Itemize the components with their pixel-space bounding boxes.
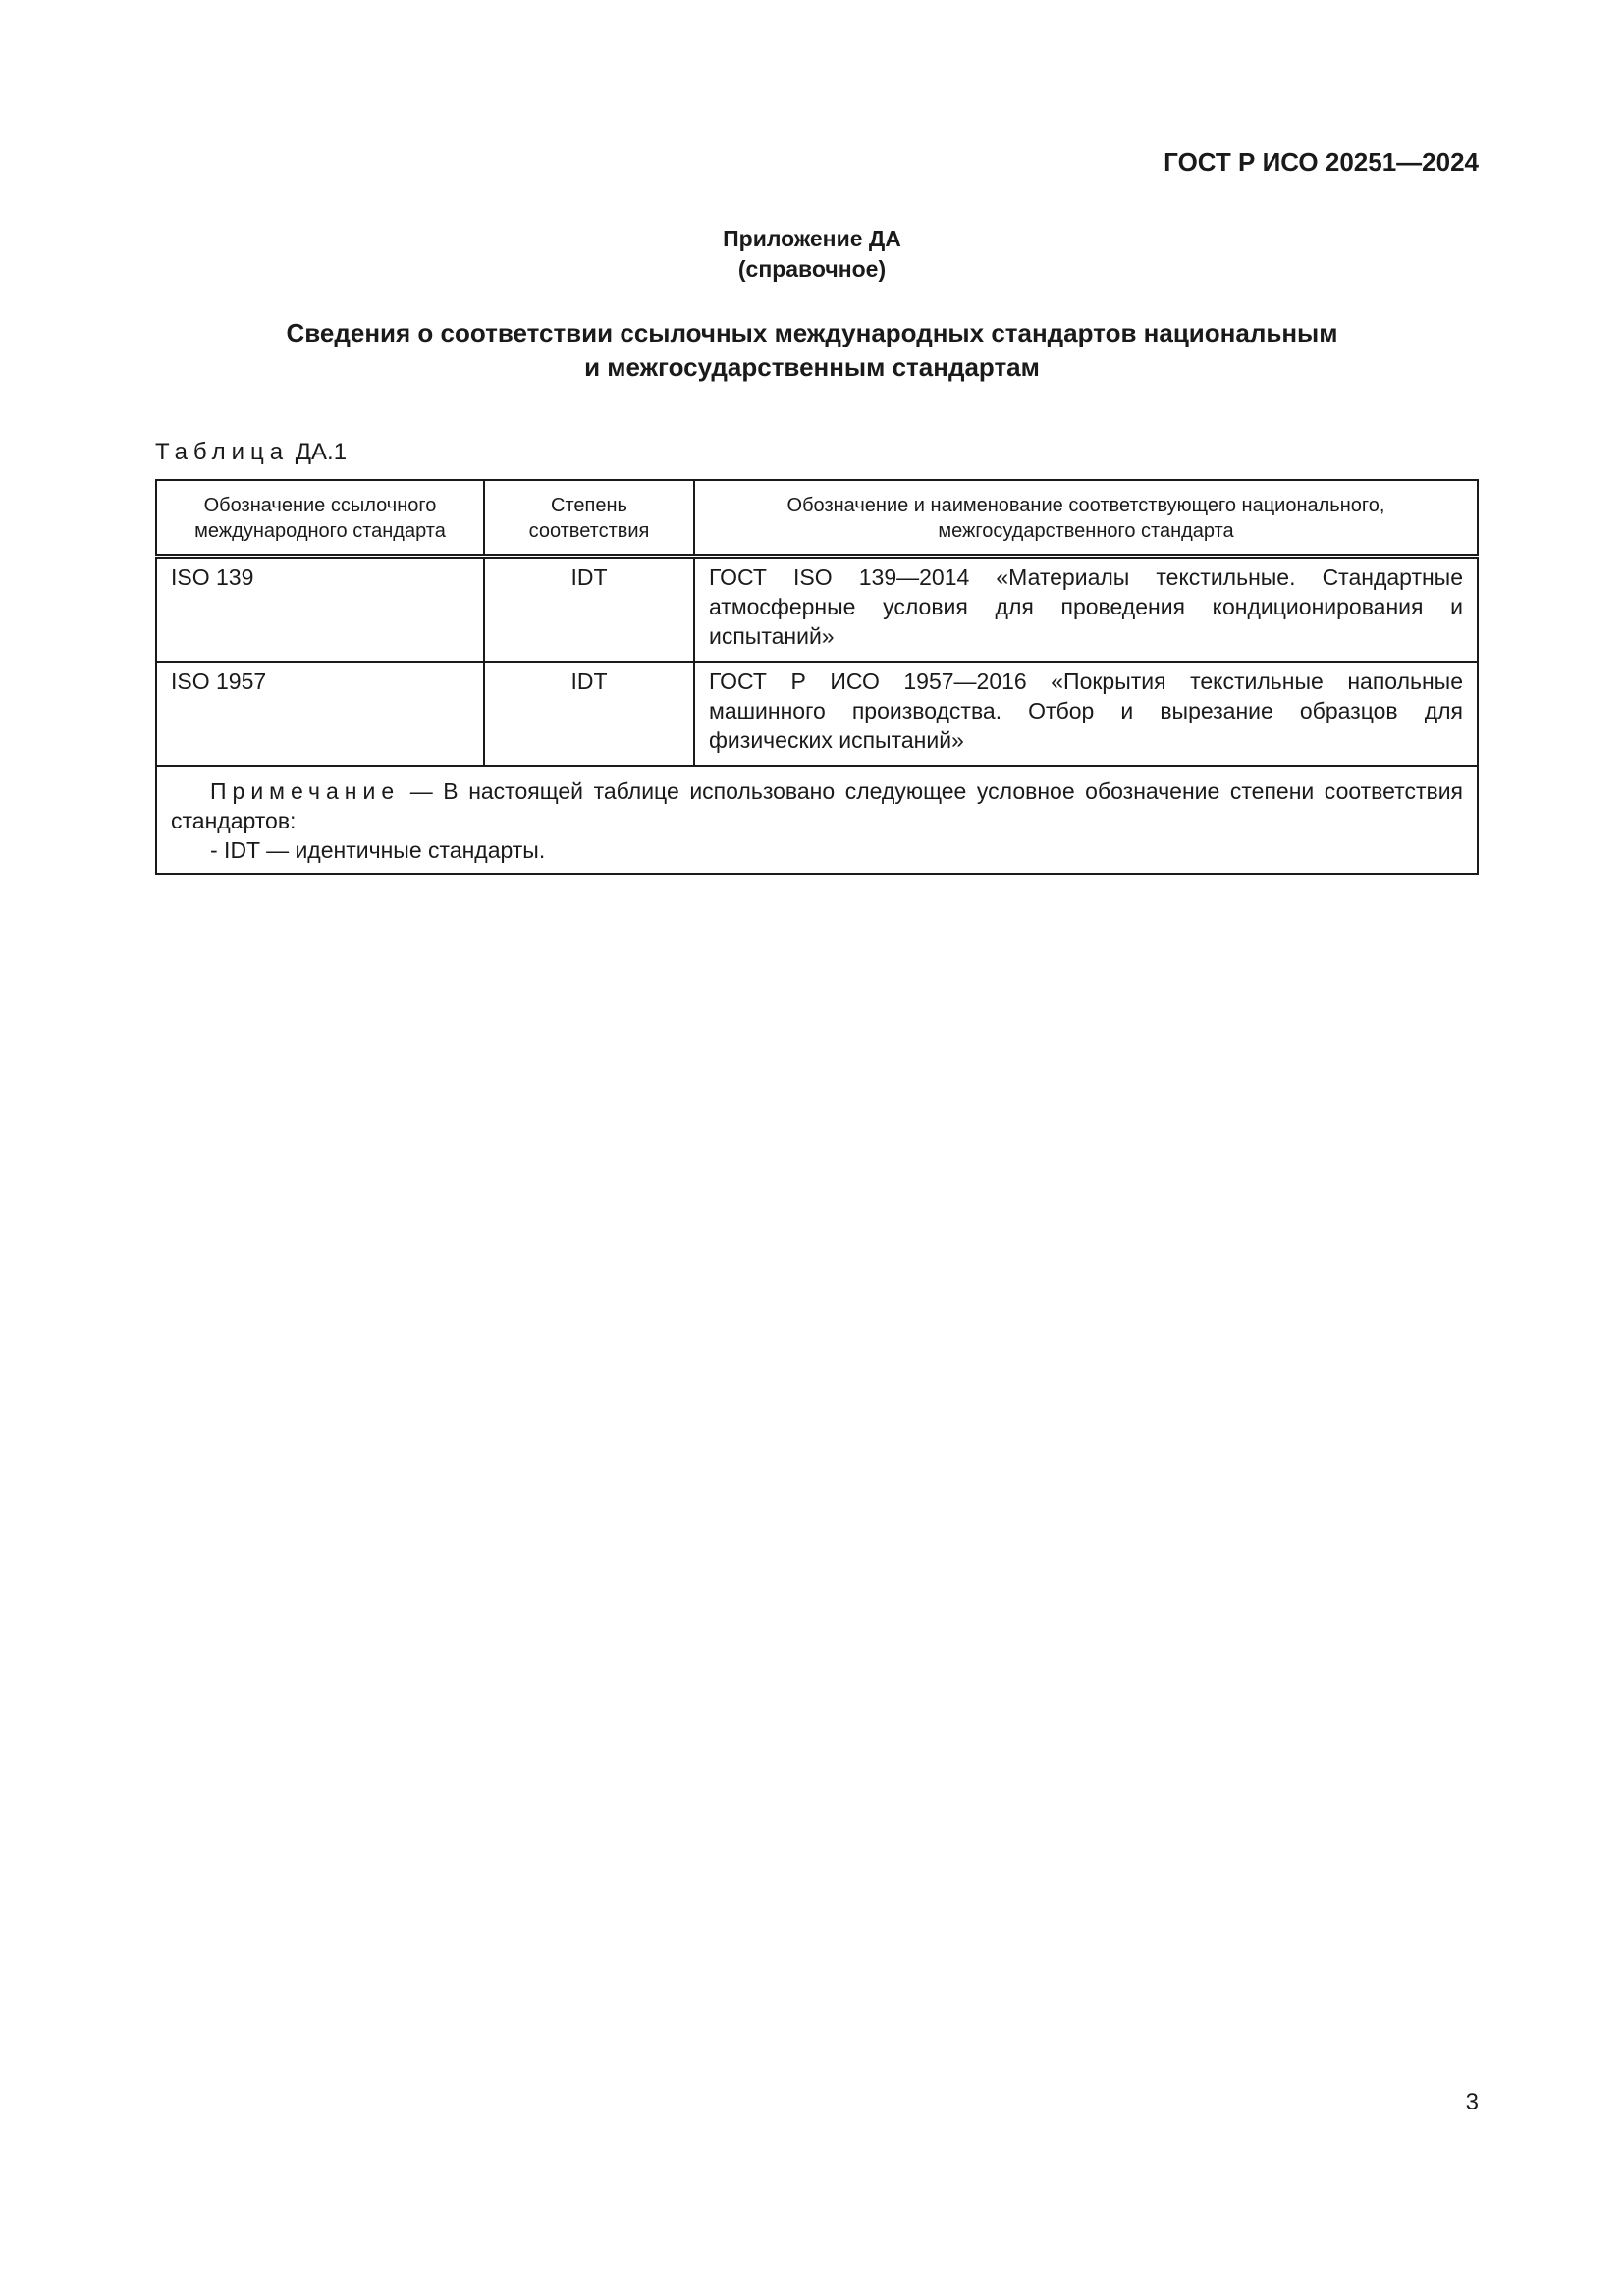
cell-national-standard: ГОСТ ISO 139—2014 «Материалы текстильные. Стандартные атмосферные условия для проведения кондиционирования и испытаний» [694,557,1478,663]
table-note [156,766,1478,874]
table-note-row [156,766,1478,874]
note-item: - IDT — идентичные стандарты. [210,837,546,863]
page-number: 3 [1465,2089,1479,2115]
column-header-national: Обозначение и наименование соответствующего национального, межгосударственного стандарта [694,480,1478,557]
annex-heading-line2: и межгосударственным стандартам [584,352,1040,382]
cell-international-standard: ISO 1957 [156,662,484,766]
annex-title [0,224,1624,285]
annex-status: (справочное) [737,256,887,282]
annex-heading [0,316,1624,385]
cell-international-standard: ISO 139 [156,557,484,663]
cell-degree: IDT [484,557,694,663]
table-caption-number: ДА.1 [295,439,348,465]
note-paragraph [171,776,1463,835]
cell-national-standard: ГОСТ Р ИСО 1957—2016 «Покрытия текстильные напольные машинного производства. Отбор и вырезание образцов для физических испытаний» [694,662,1478,766]
table-header-row [156,480,1478,557]
annex-heading-line1: Сведения о соответствии ссылочных международных стандартов национальным [286,318,1338,347]
table-row [156,557,1478,663]
correspondence-table [155,479,1479,875]
column-header-degree: Степень соответствия [484,480,694,557]
note-label: Примечание [210,778,401,804]
annex-title-line: Приложение ДА [723,226,901,251]
document-code: ГОСТ Р ИСО 20251—2024 [1164,147,1479,177]
cell-degree: IDT [484,662,694,766]
note-text: — В настоящей таблице использовано следующее условное обозначение степени соответствия стандартов: [171,778,1464,833]
table-caption [155,439,347,466]
column-header-international: Обозначение ссылочного международного стандарта [156,480,484,557]
table-caption-word: Таблица [155,439,290,465]
table-row [156,662,1478,766]
